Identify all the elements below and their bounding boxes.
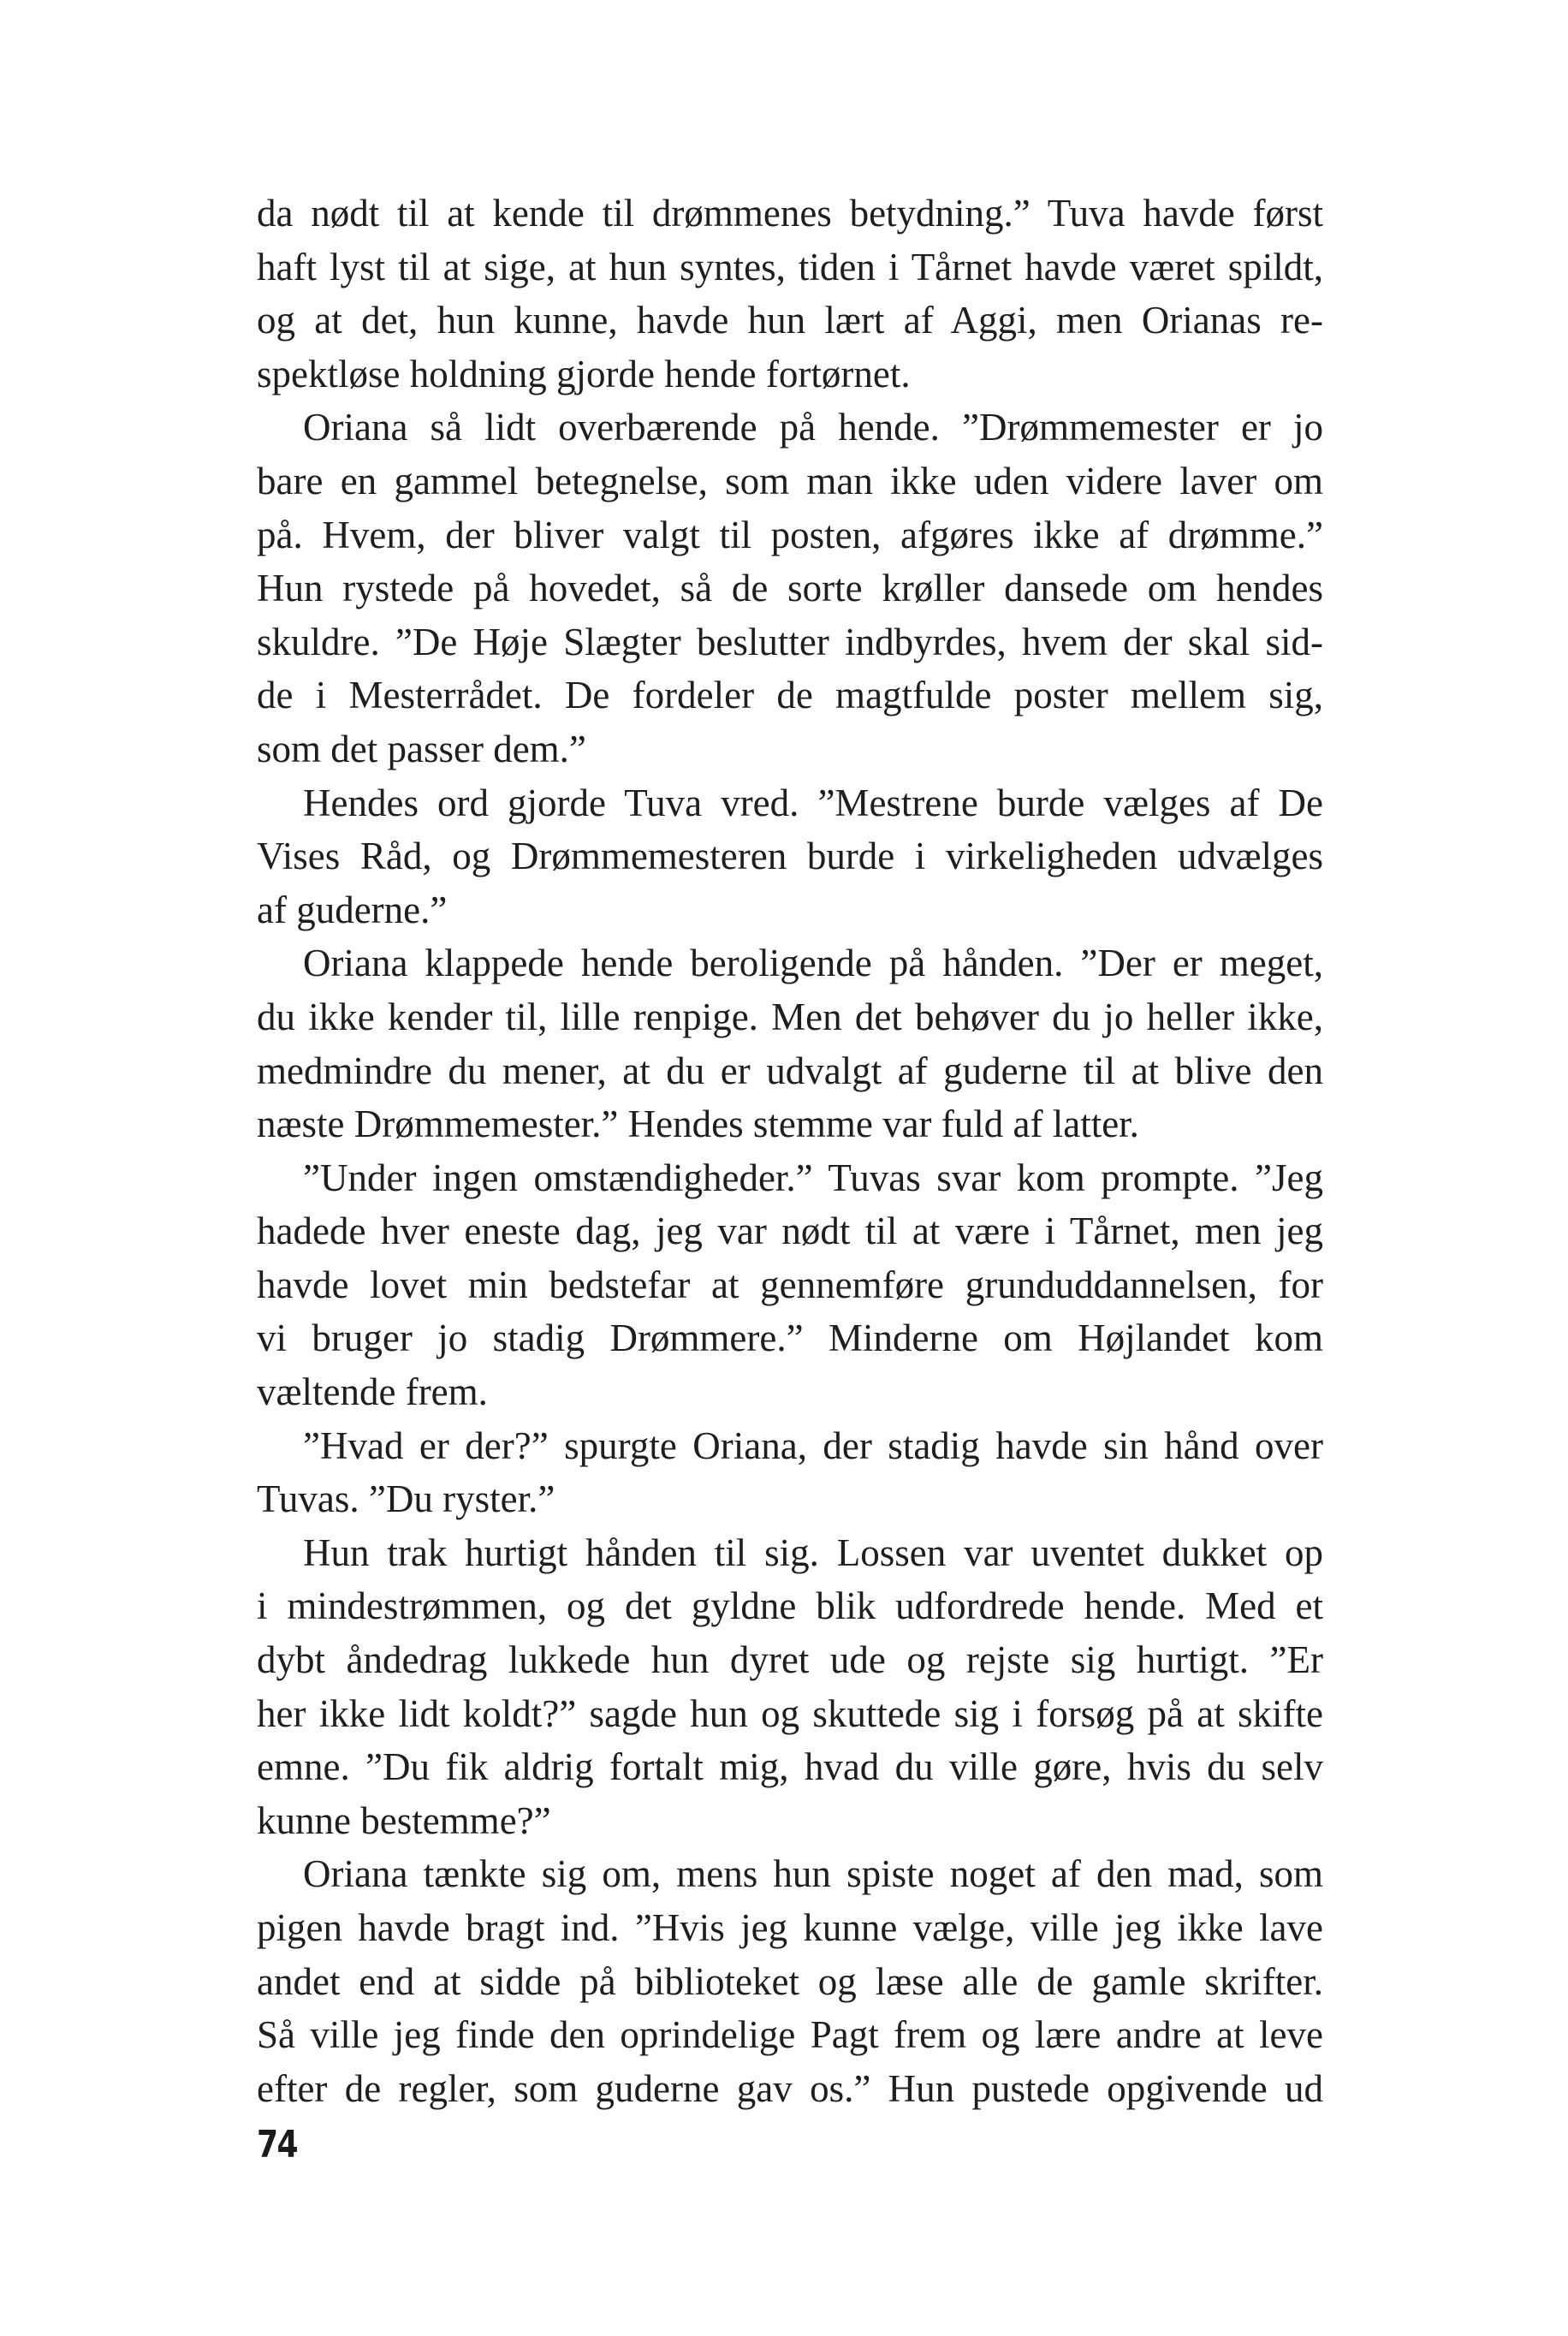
text-line: da nødt til at kende til drømmenes betydning.” Tuva havde først [257,192,1323,235]
text-line: du ikke kender til, lille renpige. Men det behøver du jo heller ikke, [257,995,1323,1038]
text-line: Tuvas. ”Du ryster.” [257,1477,555,1521]
text-line: Hun trak hurtigt hånden til sig. Lossen var uventet dukket op [303,1531,1323,1574]
text-line: efter de regler, som guderne gav os.” Hun pustede opgivende ud [257,2066,1323,2110]
text-line: Oriana så lidt overbærende på hende. ”Drømmemester er jo [303,406,1323,449]
text-line: kunne bestemme?” [257,1798,551,1842]
text-line: skuldre. ”De Høje Slægter beslutter indbyrdes, hvem der skal sid- [257,620,1323,663]
text-line: bare en gammel betegnelse, som man ikke uden videre laver om [257,459,1323,502]
text-line: på. Hvem, der bliver valgt til posten, afgøres ikke af drømme.” [257,513,1323,556]
text-line: spektløse holdning gjorde hende fortørnet. [257,352,911,395]
text-line: i mindestrømmen, og det gyldne blik udfordrede hende. Med et [257,1584,1323,1628]
page-number: 74 [257,2123,297,2167]
text-line: haft lyst til at sige, at hun syntes, tiden i Tårnet havde været spildt, [257,245,1323,288]
text-line: dybt åndedrag lukkede hun dyret ude og rejste sig hurtigt. ”Er [257,1638,1323,1682]
text-line: væltende frem. [257,1370,488,1414]
text-line: Oriana klappede hende beroligende på hånden. ”Der er meget, [303,942,1323,985]
text-line: Hun rystede på hovedet, så de sorte krøller dansede om hendes [257,567,1323,610]
text-line: Hendes ord gjorde Tuva vred. ”Mestrene burde vælges af De [303,781,1323,824]
text-line: Vises Råd, og Drømmemesteren burde i virkeligheden udvælges [257,835,1323,878]
text-line: ”Hvad er der?” spurgte Oriana, der stadig havde sin hånd over [303,1424,1323,1467]
text-line: hadede hver eneste dag, jeg var nødt til at være i Tårnet, men jeg [257,1210,1323,1253]
page-body [257,187,1323,2115]
text-line: her ikke lidt koldt?” sagde hun og skuttede sig i forsøg på at skifte [257,1691,1323,1735]
text-line: pigen havde bragt ind. ”Hvis jeg kunne vælge, ville jeg ikke lave [257,1906,1323,1949]
text-line: vi bruger jo stadig Drømmere.” Minderne om Højlandet kom [257,1317,1323,1360]
text-line: emne. ”Du fik aldrig fortalt mig, hvad du ville gøre, hvis du selv [257,1745,1323,1789]
text-line: havde lovet min bedstefar at gennemføre grunduddannelsen, for [257,1263,1323,1306]
text-line: som det passer dem.” [257,727,586,770]
text-line: og at det, hun kunne, havde hun lært af Aggi, men Orianas re- [257,299,1323,342]
text-line: af guderne.” [257,888,448,931]
text-line: medmindre du mener, at du er udvalgt af guderne til at blive den [257,1049,1323,1092]
text-line: de i Mesterrådet. De fordeler de magtfulde poster mellem sig, [257,674,1323,717]
text-line: Så ville jeg finde den oprindelige Pagt frem og lære andre at leve [257,2013,1323,2057]
text-line: næste Drømmemester.” Hendes stemme var fuld af latter. [257,1103,1139,1146]
text-line: andet end at sidde på biblioteket og læse alle de gamle skrifter. [257,1959,1323,2003]
text-line: ”Under ingen omstændigheder.” Tuvas svar kom prompte. ”Jeg [303,1156,1323,1199]
text-line: Oriana tænkte sig om, mens hun spiste noget af den mad, som [303,1852,1323,1896]
